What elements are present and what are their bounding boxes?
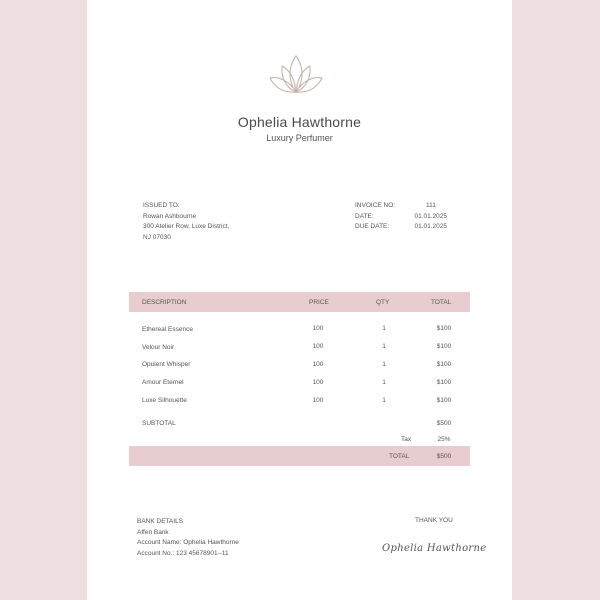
- bank-details-label: BANK DETAILS: [137, 518, 184, 525]
- row-4-price: 100: [312, 379, 324, 386]
- subtotal-value: $500: [436, 420, 452, 427]
- invoice-no-label: INVOICE NO:: [355, 202, 396, 209]
- invoice-no-value: 111: [426, 202, 436, 209]
- header-price: PRICE: [309, 299, 329, 306]
- invoice-date-value: 01.01.2025: [414, 212, 447, 220]
- issued-to-address-line1: 300 Atelier Row, Luxe District,: [143, 223, 230, 230]
- row-3-price: 100: [312, 361, 324, 368]
- row-1-total: $100: [436, 325, 452, 332]
- row-4-total: $100: [436, 379, 452, 386]
- signature: Ophelia Hawthorne: [382, 543, 487, 554]
- invoice-meta-values: [407, 201, 447, 233]
- invoice-due-value: 01.01.2025: [414, 223, 447, 230]
- row-3-total: $100: [436, 361, 452, 368]
- row-2-total: $100: [436, 343, 452, 350]
- row-2-qty: 1: [382, 343, 386, 350]
- invoice-meta-labels: [355, 201, 395, 233]
- row-1-qty: 1: [382, 325, 386, 332]
- tax-value: 25%: [437, 436, 451, 443]
- header-description: DESCRIPTION: [142, 299, 187, 306]
- total-bar: [129, 446, 470, 466]
- tax-label: Tax: [401, 436, 412, 443]
- issued-to-label: ISSUED TO:: [143, 202, 180, 209]
- row-5-description: Luxe Silhouette: [142, 397, 187, 404]
- row-5-price: 100: [312, 397, 324, 404]
- row-1-description: Ethereal Essence: [142, 326, 193, 333]
- invoice-due-label: DUE DATE:: [355, 223, 390, 230]
- header-total: TOTAL: [431, 299, 452, 306]
- row-4-description: Amour Eternel: [142, 379, 184, 386]
- issuer-name: Ophelia Hawthorne: [237, 114, 362, 130]
- issued-to-name: Rowan Ashbourne: [143, 212, 197, 220]
- row-4-qty: 1: [382, 379, 386, 386]
- row-1-price: 100: [312, 325, 324, 332]
- bank-details-block: [137, 517, 239, 559]
- issued-to-address-line2: NJ 07030: [143, 233, 171, 241]
- row-2-price: 100: [312, 343, 324, 350]
- bank-account-no: Account No.: 123 45678901--11: [137, 549, 229, 557]
- invoice-page: [87, 0, 512, 600]
- row-2-description: Velour Noir: [142, 344, 175, 351]
- subtotal-label: SUBTOTAL: [142, 420, 176, 427]
- row-3-qty: 1: [382, 361, 386, 368]
- total-label: TOTAL: [389, 453, 410, 460]
- total-value: $500: [436, 453, 452, 460]
- header-qty: QTY: [376, 299, 390, 306]
- row-5-total: $100: [436, 397, 452, 404]
- invoice-date-label: DATE:: [355, 212, 374, 220]
- thank-you-text: THANK YOU: [415, 517, 453, 524]
- row-5-qty: 1: [382, 397, 386, 404]
- bank-name: Affen Bank: [137, 528, 169, 536]
- issuer-subtitle: Luxury Perfumer: [266, 133, 333, 143]
- row-3-description: Opulent Whisper: [142, 361, 191, 368]
- lotus-icon: [268, 52, 324, 96]
- issued-to-block: [143, 201, 229, 243]
- bank-account-name: Account Name: Ophelia Hawthorne: [137, 539, 239, 546]
